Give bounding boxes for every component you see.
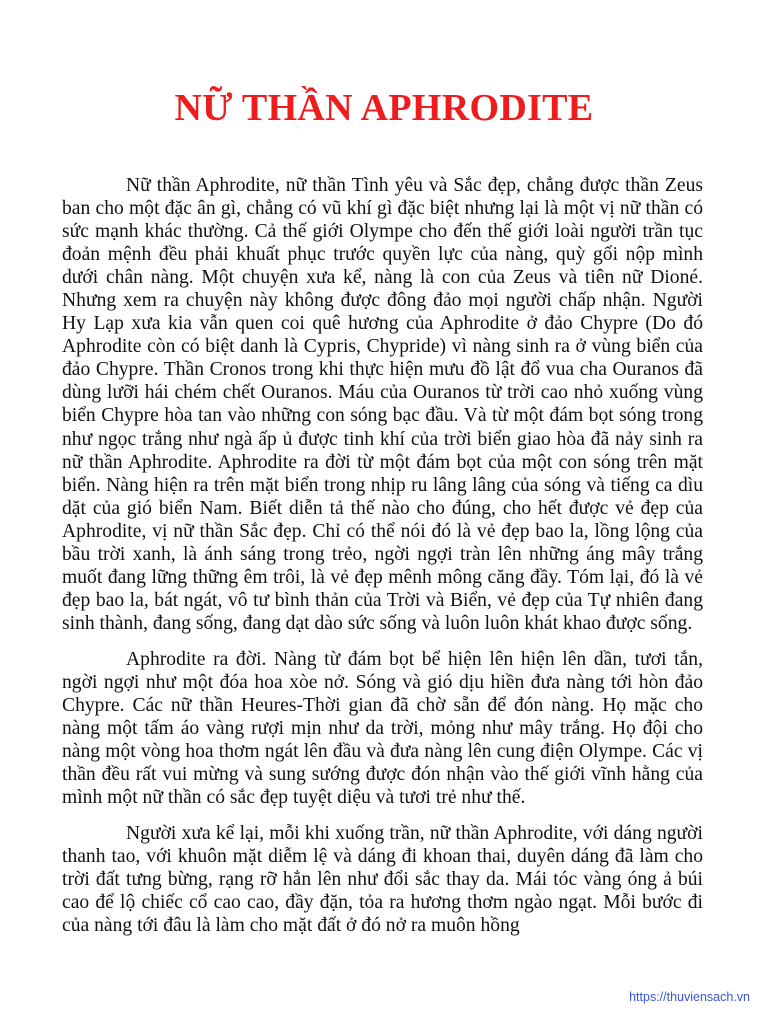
paragraph: Người xưa kể lại, mỗi khi xuống trần, nữ thần Aphrodite, với dáng người thanh tao, với khuôn mặt diễm lệ và dáng đi khoan thai, duyên dáng đã làm cho trời đất tưng bừng, rạng rỡ hẳn lên như đổi sắc thay da. Mái tóc vàng óng ả búi cao để lộ chiếc cổ cao cao, đầy đặn, tỏa ra hương thơm ngào ngạt. Mỗi bước đi của nàng tới đâu là làm cho mặt đất ở đó nở ra muôn hồng — [62, 823, 703, 937]
paragraph: Aphrodite ra đời. Nàng từ đám bọt bể hiện lên hiện lên dần, tươi tắn, ngời ngợi như một đóa hoa xòe nở. Sóng và gió dịu hiền đưa nàng tới hòn đảo Chypre. Các nữ thần Heures-Thời gian đã chờ sẵn để đón nàng. Họ mặc cho nàng một tấm áo vàng rượi mịn như da trời, mỏng như mây trắng. Họ đội cho nàng một vòng hoa thơm ngát lên đầu và đưa nàng lên cung điện Olympe. Các vị thần đều rất vui mừng và sung sướng được đón nhận vào thế giới vĩnh hằng của mình một nữ thần có sắc đẹp tuyệt diệu và tươi trẻ như thế. — [62, 648, 703, 809]
document-title: NỮ THẦN APHRODITE — [174, 87, 594, 129]
document-body — [62, 174, 703, 951]
paragraph: Nữ thần Aphrodite, nữ thần Tình yêu và Sắc đẹp, chẳng được thần Zeus ban cho một đặc ân gì, chẳng có vũ khí gì đặc biệt nhưng lại là một vị nữ thần có sức mạnh khác thường. Cả thế giới Olympe cho đến thế giới loài người trần tục đoản mệnh đều phải khuất phục trước quyền lực của nàng, quỳ gối nộp mình dưới chân nàng. Một chuyện xưa kể, nàng là con của Zeus và tiên nữ Dioné. Nhưng xem ra chuyện này không được đông đảo mọi người chấp nhận. Người Hy Lạp xưa kia vẫn quen coi quê hương của Aphrodite ở đảo Chypre (Do đó Aphrodite còn có biệt danh là Cypris, Chypride) vì nàng sinh ra ở vùng biển của đảo Chypre. Thần Cronos trong khi thực hiện mưu đồ lật đổ vua cha Ouranos đã dùng lưỡi hái chém chết Ouranos. Máu của Ouranos từ trời cao nhỏ xuống vùng biển Chypre hòa tan vào những con sóng bạc đầu. Và từ một đám bọt sóng trong như ngọc trắng như ngà ấp ủ được tinh khí của trời biển giao hòa đã nảy sinh ra nữ thần Aphrodite. Aphrodite ra đời từ một đám bọt của một con sóng trên mặt biển. Nàng hiện ra trên mặt biển trong nhịp ru lâng lâng của sóng và tiếng ca dìu dặt của gió biển Nam. Biết diễn tả thế nào cho đúng, cho hết được vẻ đẹp của Aphrodite, vị nữ thần Sắc đẹp. Chỉ có thể nói đó là vẻ đẹp bao la, lồng lộng của bầu trời xanh, là ánh sáng trong trẻo, ngời ngợi tràn lên những áng mây trắng muốt đang lững thững êm trôi, là vẻ đẹp mênh mông căng đầy. Tóm lại, đó là vẻ đẹp bao la, bát ngát, vô tư bình thản của Trời và Biển, vẻ đẹp của Tự nhiên đang sinh thành, đang sống, đang dạt dào sức sống và luôn luôn khát khao được sống. — [62, 175, 703, 634]
source-website-link[interactable]: https://thuviensach.vn — [629, 990, 750, 1004]
